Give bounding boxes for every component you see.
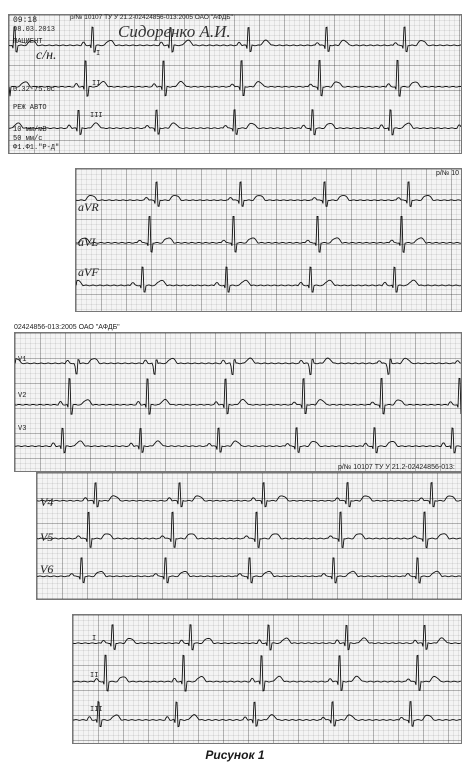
lead-label: II [92,80,101,88]
gain-label: 10 мм/мВ [13,126,47,134]
lead-label: V5 [40,530,54,544]
ecg-traces [76,169,461,311]
lead-label: II [90,672,99,680]
ecg-strip-3 [14,332,462,472]
ecg-traces [9,15,461,153]
recording-time: 09:18 [13,16,38,25]
speed-label: 50 мм/с [13,135,43,143]
device-header: 02424856-013:2005 ОАО "АФДБ" [14,324,120,331]
device-header: р/№ 10 [436,170,460,177]
ecg-strip-5 [72,614,462,744]
device-header: р/№ 10107 ТУ У 21.2-02424856-013: [338,464,455,471]
ecg-traces [15,333,461,471]
recording-date: 08.03.2013 [13,26,56,34]
lead-label: V3 [18,425,27,433]
lead-label: V6 [40,562,54,576]
lead-label: III [90,706,103,714]
lead-label: aVL [78,235,99,249]
lead-label: I [92,635,97,643]
mode-label: РЕЖ АВТО [13,104,47,112]
ecg-strip-4 [36,472,462,600]
ecg-strip-2 [75,168,462,312]
lead-label: V1 [18,356,27,364]
lead-label: aVF [78,265,99,279]
filter-label: Ф1.Ф1."Р-Д" [13,144,60,152]
lead-label: aVR [78,200,99,214]
ecg-traces [37,473,461,599]
lead-label: V2 [18,392,27,400]
ecg-traces [73,615,461,743]
ecg-strip-1 [8,14,462,154]
duration-label: 0.32-75.0с [13,86,56,94]
figure-caption: Рисунок 1 [205,748,265,762]
device-header: р/№ 10107 ТУ У 21.2-02424856-013:2005 ОАО "АФДБ" [70,14,233,21]
lead-label: I [96,50,101,58]
patient-note: с/н. [36,48,57,63]
patient-label: ПАЦИЕНТ [13,38,43,46]
lead-label: V4 [40,495,54,509]
doctor-signature: Сидоренко А.И. [118,22,231,41]
lead-label: III [90,112,103,120]
